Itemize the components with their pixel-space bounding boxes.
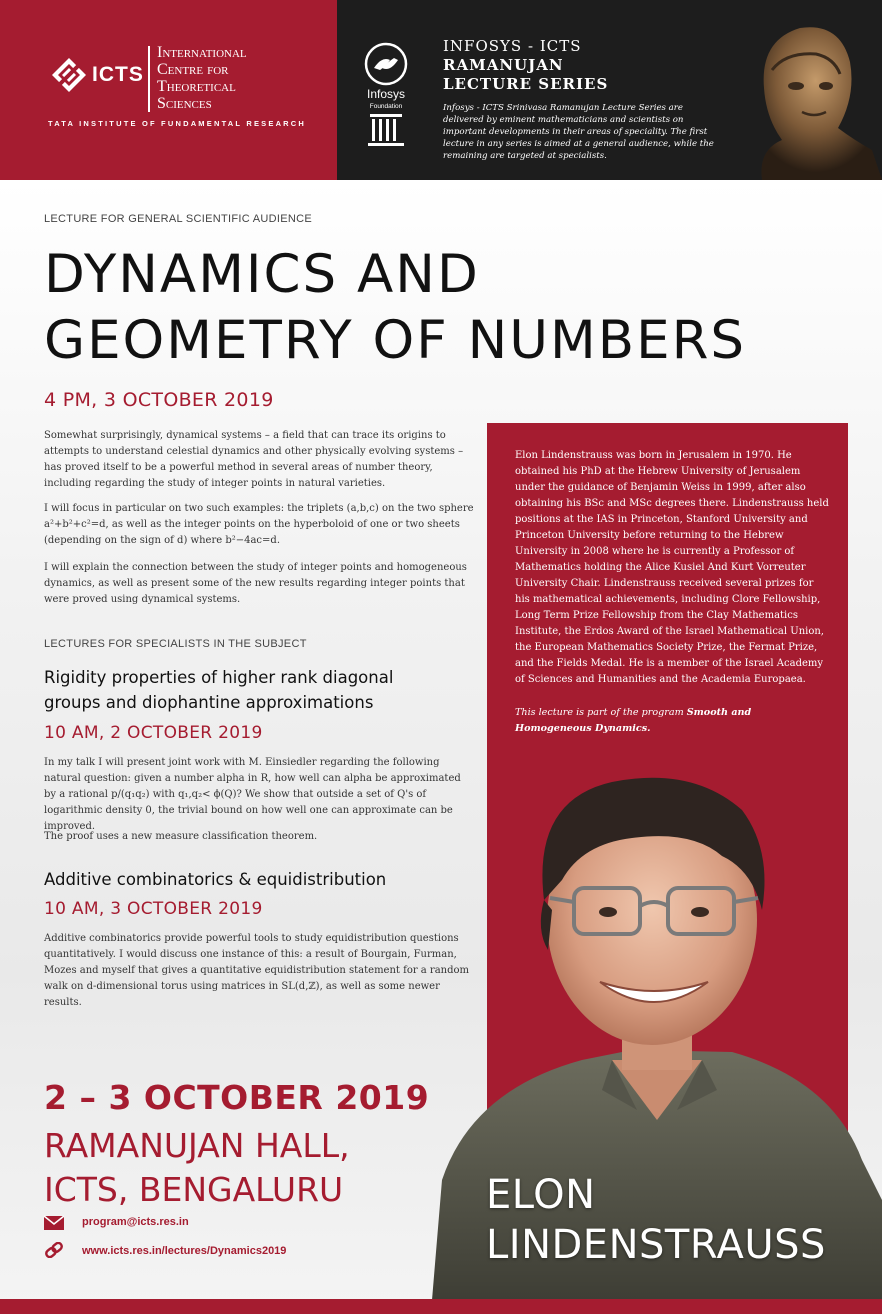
general-lecture-date: 4 PM, 3 OCTOBER 2019 (44, 389, 274, 411)
event-venue: RAMANUJAN HALL, ICTS, BENGALURU (44, 1126, 350, 1209)
program-note: This lecture is part of the program Smooth and Homogeneous Dynamics. (515, 707, 752, 734)
infosys-foundation-logo-icon (360, 42, 412, 150)
footer-bar (0, 1299, 882, 1314)
lecture-title: DYNAMICS AND GEOMETRY OF NUMBERS (44, 244, 747, 371)
infosys-logo-text: Infosys (366, 87, 406, 101)
specialist-lectures-label: LECTURES FOR SPECIALISTS IN THE SUBJECT (44, 638, 307, 650)
icts-full-name: International Centre for Theoretical Sciences (157, 44, 247, 112)
lecture-2-date: 10 AM, 3 OCTOBER 2019 (44, 899, 263, 919)
ramanujan-bust-image (722, 0, 882, 180)
logo-divider (148, 46, 150, 112)
lecture-2-abstract: Additive combinatorics provide powerful tools to study equidistribution questions quantitatively. I would discuss one instance of this: a result of Bourgain, Furman, Mozes and myself that gives a quantitative equidistribution statement for a random walk on d-dimensional torus using matrices in SL(d,ℤ), as well as some newer results. (44, 933, 470, 1008)
program-name: Smooth and Homogeneous Dynamics. (515, 707, 752, 734)
abstract-paragraph: I will explain the connection between the study of integer points and homogeneous dynamics, as well as present some of the new results regarding integer points that were proved using dynamical systems. (44, 562, 467, 605)
lecture-series-title: INFOSYS - ICTS RAMANUJAN LECTURE SERIES (443, 37, 609, 93)
event-dates: 2 – 3 OCTOBER 2019 (44, 1078, 430, 1117)
speaker-bio: Elon Lindenstrauss was born in Jerusalem in 1970. He obtained his PhD at the Hebrew University of Jerusalem under the guidance of Benjamin Weiss in 1999, after also obtaining his BSc and MSc degrees there. Lindenstrauss held positions at the IAS in Princeton, Stanford University and Princeton University before returning to the Hebrew University in 2008 where he is currently a Professor of Mathematics holding the Alice Kusiel And Kurt Vorreuter University Chair. Lindenstrauss received several prizes for his mathematical achievements, including Clore Fellowship, Long Term Prize Fellowship from the Clay Mathematics Institute, the Erdos Award of the Israel Mathematical Union, the European Mathematics Society Prize, the Fermat Prize, and the Fields Medal. He is a member of the Israel Academy of Sciences and Humanities and the Academia Europaea. (515, 450, 829, 685)
icts-header-panel (0, 0, 337, 180)
foundation-logo-text: Foundation (369, 103, 403, 110)
abstract-paragraph: Somewhat surprisingly, dynamical systems – a field that can trace its origins to attempts to understand celestial dynamics and other physically evolving systems – has proved itself to be a powerful method in several areas of number theory, including regarding the study of integer points in natural varieties. (44, 430, 464, 489)
lecture-series-header-panel (337, 0, 882, 180)
lecture-1-abstract: The proof uses a new measure classification theorem. (44, 831, 318, 842)
lecture-1-title: Rigidity properties of higher rank diagonal groups and diophantine approximations (44, 668, 394, 712)
website-link[interactable]: www.icts.res.in/lectures/Dynamics2019 (82, 1245, 287, 1257)
email-link[interactable]: program@icts.res.in (82, 1216, 189, 1228)
abstract-paragraph: I will focus in particular on two such examples: the triplets (a,b,c) on the two sphere a²+b²+c²=d, as well as the integer points on the hyperboloid of one or two sheets (depending on the sign of d) where b²−4ac=d. (44, 503, 474, 546)
icts-tagline: TATA INSTITUTE OF FUNDAMENTAL RESEARCH (48, 119, 307, 128)
icts-logo-icon (52, 58, 86, 92)
link-icon (44, 1242, 64, 1258)
lecture-1-abstract: In my talk I will present joint work with M. Einsiedler regarding the following natural question: given a number alpha in R, how well can alpha be approximated by a rational p/(q₁q₂) with q₁,q₂< ϕ(Q)? We show that outside a set of Q's of logarithmic density 0, the trivial bound on how well one can approximate can be improved. (44, 757, 461, 832)
icts-abbreviation: ICTS (92, 63, 144, 86)
lecture-series-description: Infosys - ICTS Srinivasa Ramanujan Lecture Series are delivered by eminent mathematicians and scientists on important developments in their areas of speciality. The first lecture in any series is aimed at a general audience, while the remaining are targeted at specialists. (443, 103, 714, 161)
speaker-name: ELON LINDENSTRAUSS (486, 1172, 826, 1268)
lecture-2-title: Additive combinatorics & equidistribution (44, 870, 387, 889)
email-icon (44, 1215, 64, 1231)
lecture-1-date: 10 AM, 2 OCTOBER 2019 (44, 723, 263, 743)
general-lecture-label: LECTURE FOR GENERAL SCIENTIFIC AUDIENCE (44, 213, 312, 225)
